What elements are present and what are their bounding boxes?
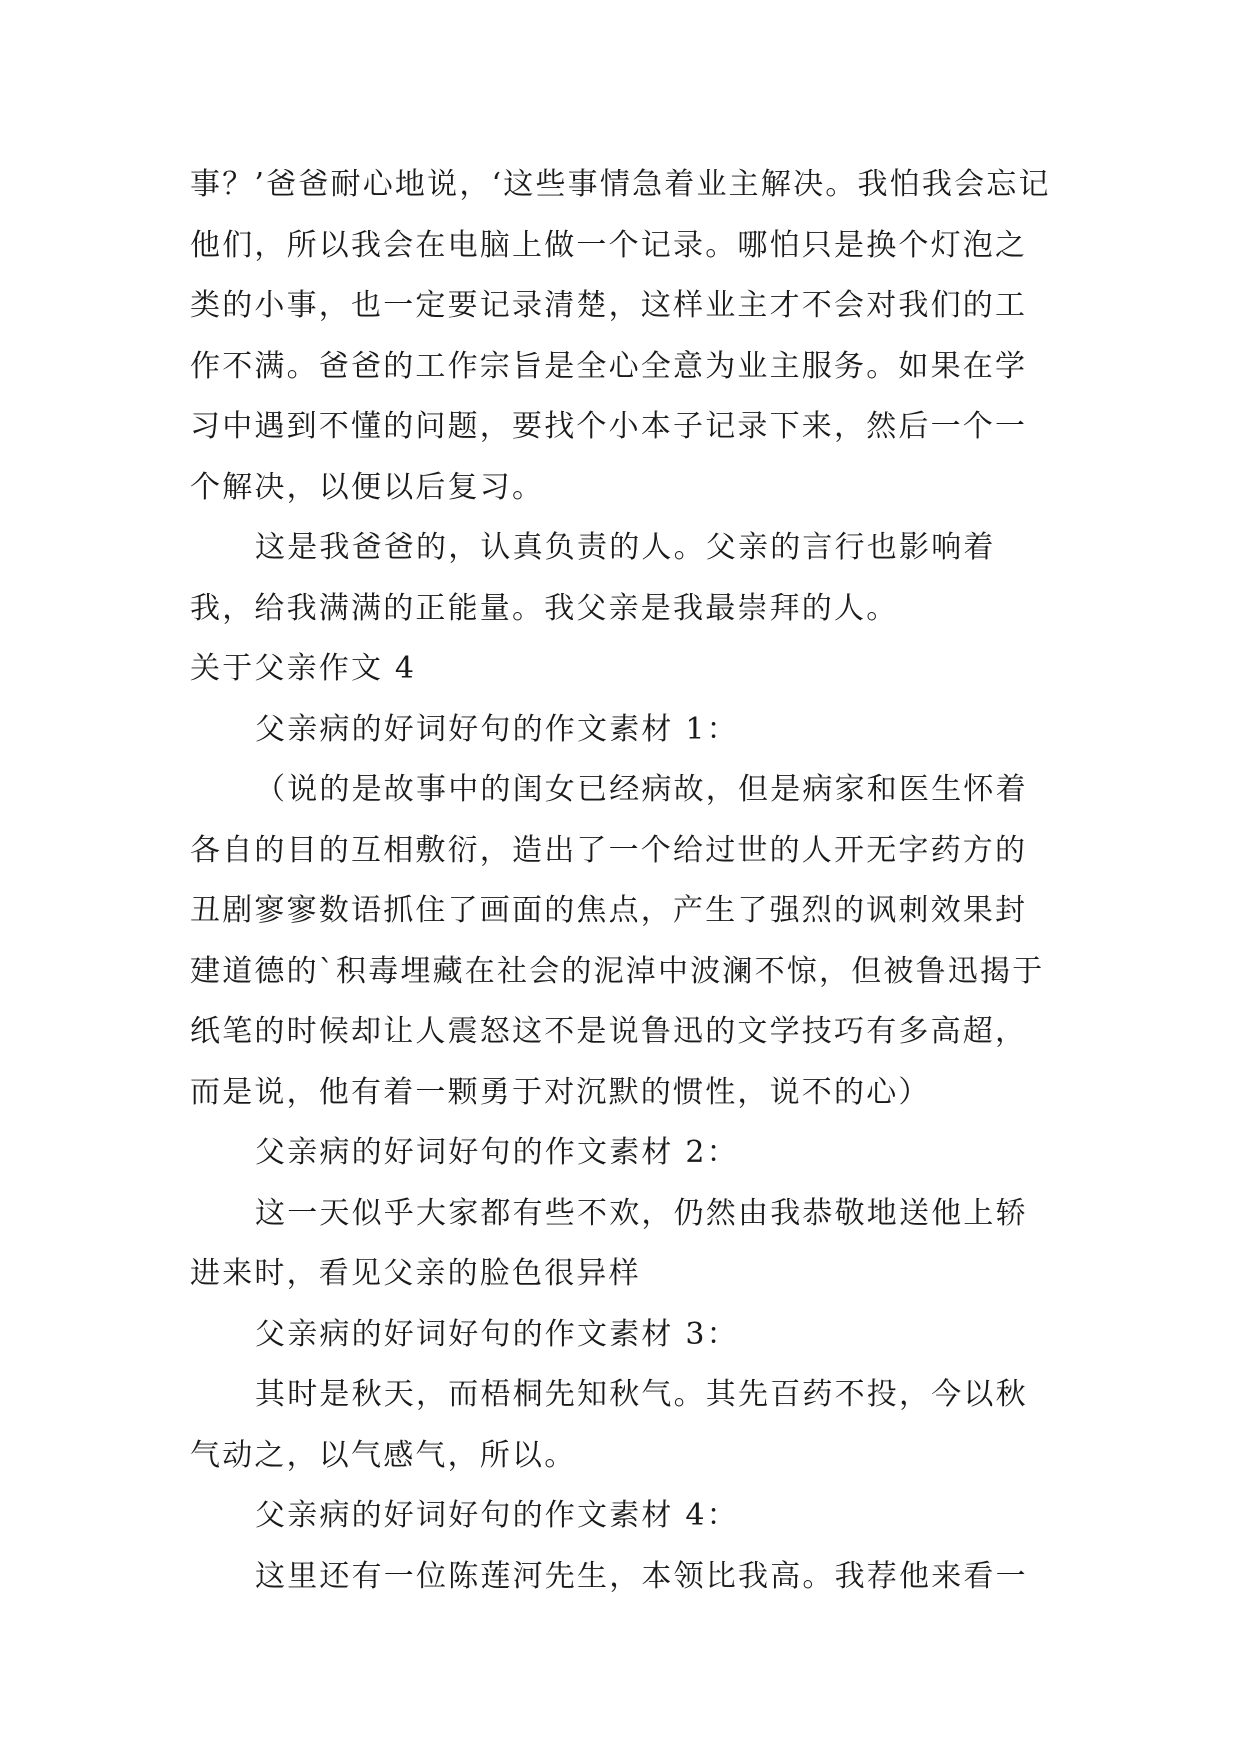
section-heading: 关于父亲作文 4 (190, 651, 417, 686)
material-title: 父亲病的好词好句的作文素材 1： (255, 711, 739, 747)
material-title: 父亲病的好词好句的作文素材 4： (255, 1498, 739, 1533)
paragraph: 事？’爸爸耐心地说，‘这些事情急着业主解决。我怕我会忘记他们，所以我会在电脑上做一个记录。哪怕只是换个灯泡之类的小事，也一定要记录清楚，这样业主才不会对我们的工作不满。爸爸的工作宗旨是全心全意为业主服务。如果在学习中遇到不懂的问题，要找个小本子记录下来，然后一个一个解决，以便以后复习。 (190, 167, 1051, 505)
paragraph: 这是我爸爸的，认真负责的人。父亲的言行也影响着我，给我满满的正能量。我父亲是我最崇拜的人。 (190, 530, 996, 626)
document-body (190, 155, 1052, 1607)
material-title: 父亲病的好词好句的作文素材 3： (255, 1316, 739, 1352)
paragraph: （说的是故事中的闺女已经病故，但是病家和医生怀着各自的目的互相敷衍，造出了一个给过世的人开无字药方的丑剧寥寥数语抓住了画面的焦点，产生了强烈的讽刺效果封建道德的`积毒埋藏在社会的泥淖中波澜不惊，但被鲁迅揭于纸笔的时候却让人震怒这不是说鲁迅的文学技巧有多高超，而是说，他有着一颗勇于对沉默的惯性，说不的心） (190, 772, 1045, 1110)
paragraph: 其时是秋天，而梧桐先知秋气。其先百药不投，今以秋气动之，以气感气，所以。 (190, 1377, 1028, 1473)
paragraph: 这一天似乎大家都有些不欢，仍然由我恭敬地送他上轿进来时，看见父亲的脸色很异样 (190, 1195, 1028, 1291)
paragraph: 这里还有一位陈莲河先生，本领比我高。我荐他来看一 (255, 1558, 1028, 1594)
material-title: 父亲病的好词好句的作文素材 2： (255, 1135, 739, 1170)
